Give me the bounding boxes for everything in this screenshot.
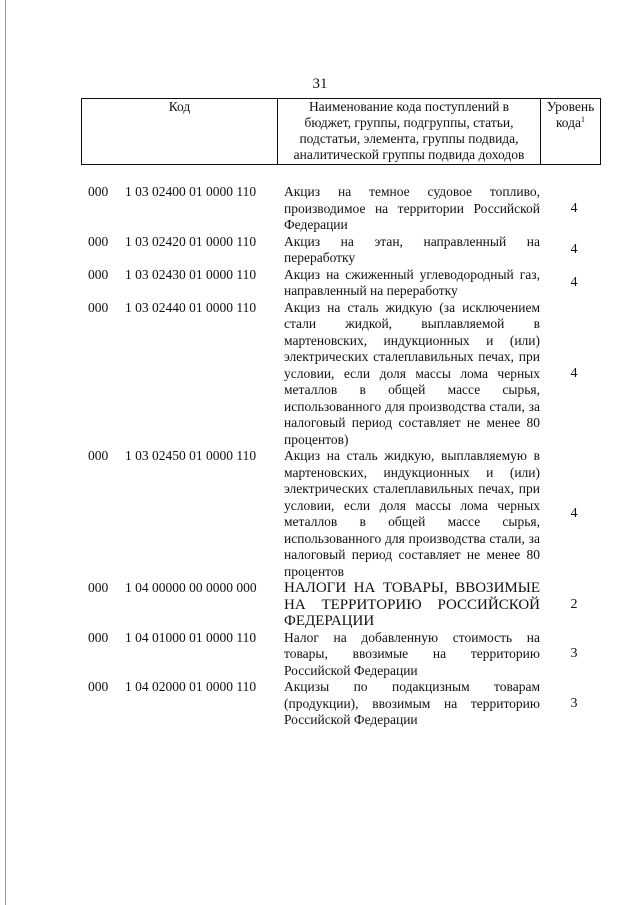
row-code-level: 4 bbox=[570, 241, 578, 257]
header-code-label: Код bbox=[168, 99, 191, 114]
row-code-level: 4 bbox=[570, 200, 578, 216]
table-row bbox=[88, 267, 600, 300]
header-level-cell bbox=[541, 99, 600, 164]
row-revenue-name: Акцизы по подакцизным товарам (продукции), ввозимым на территорию Российской Федерации bbox=[284, 679, 540, 727]
row-revenue-code: 1 03 02400 01 0000 110 bbox=[125, 184, 257, 199]
header-level-footnote: 1 bbox=[581, 115, 586, 124]
row-admin-code: 000 bbox=[88, 184, 109, 199]
row-revenue-name: Акциз на сжиженный углеводородный газ, направленный на переработку bbox=[284, 266, 540, 298]
table-row bbox=[88, 448, 600, 580]
header-level-line: Уровень bbox=[546, 99, 595, 114]
row-code-level: 3 bbox=[570, 695, 578, 711]
row-admin-code: 000 bbox=[88, 679, 109, 694]
row-revenue-name: Акциз на сталь жидкую, выплавляемую в мартеновских, индукционных и (или) электрических сталеплавильных печах, при условии, если доля массы лома черных металлов в общей массе сырья, использованного для производства стали, за налоговый период составляет не менее 80 процентов bbox=[284, 448, 540, 579]
table-row bbox=[88, 300, 600, 449]
row-admin-code: 000 bbox=[88, 233, 109, 249]
header-name-line: подстатьи, элемента, группы подвида, bbox=[299, 131, 519, 146]
header-name-line: Наименование кода поступлений в bbox=[308, 99, 510, 114]
row-revenue-code: 1 03 02440 01 0000 110 bbox=[125, 299, 257, 315]
row-revenue-name: Акциз на сталь жидкую (за исключением стали жидкой, выплавляемой в мартеновских, индукционных и (или) электрических сталеплавильных печах, при условии, если доля массы лома черных металлов в общей массе сырья, использованного для производства стали, за налоговый период составляет не менее 80 процентов) bbox=[284, 299, 540, 447]
row-admin-code: 000 bbox=[88, 580, 109, 595]
row-revenue-code: 1 03 02450 01 0000 110 bbox=[125, 448, 257, 463]
row-code-level: 2 bbox=[570, 596, 578, 612]
table-row bbox=[88, 184, 600, 234]
row-code-level: 4 bbox=[570, 505, 578, 521]
header-code-cell bbox=[82, 99, 278, 164]
row-revenue-code: 1 03 02430 01 0000 110 bbox=[125, 266, 257, 282]
page-left-edge bbox=[5, 0, 6, 905]
page-number: 31 bbox=[312, 76, 328, 92]
row-revenue-name: Акциз на темное судовое топливо, производимое на территории Российской Федерации bbox=[284, 184, 540, 232]
row-revenue-name: Акциз на этан, направленный на переработку bbox=[284, 233, 540, 265]
row-revenue-code: 1 04 02000 01 0000 110 bbox=[125, 679, 257, 694]
row-revenue-code: 1 04 01000 01 0000 110 bbox=[125, 629, 257, 645]
row-admin-code: 000 bbox=[88, 448, 109, 463]
row-revenue-name: НАЛОГИ НА ТОВАРЫ, ВВОЗИМЫЕ НА ТЕРРИТОРИЮ РОССИЙСКОЙ ФЕДЕРАЦИИ bbox=[284, 580, 540, 629]
table-row bbox=[88, 580, 600, 630]
table-row bbox=[88, 630, 600, 680]
header-level-line bbox=[543, 115, 598, 131]
row-revenue-code: 1 04 00000 00 0000 000 bbox=[125, 580, 257, 595]
row-admin-code: 000 bbox=[88, 299, 109, 315]
row-admin-code: 000 bbox=[88, 629, 109, 645]
header-name-line: аналитической группы подвида доходов bbox=[293, 147, 525, 162]
table-row bbox=[88, 234, 600, 267]
table-row bbox=[88, 679, 600, 729]
table-body bbox=[88, 184, 600, 729]
row-revenue-code: 1 03 02420 01 0000 110 bbox=[125, 233, 257, 249]
header-name-line: бюджет, группы, подгруппы, статьи, bbox=[304, 115, 514, 130]
row-code-level: 4 bbox=[570, 274, 578, 290]
header-level-word: кода bbox=[555, 115, 582, 130]
row-admin-code: 000 bbox=[88, 266, 109, 282]
row-revenue-name: Налог на добавленную стоимость на товары, ввозимые на территорию Российской Федерации bbox=[284, 629, 540, 678]
row-code-level: 4 bbox=[570, 365, 578, 381]
table-header bbox=[81, 98, 601, 165]
header-name-cell bbox=[278, 99, 541, 164]
row-code-level: 3 bbox=[570, 646, 578, 661]
